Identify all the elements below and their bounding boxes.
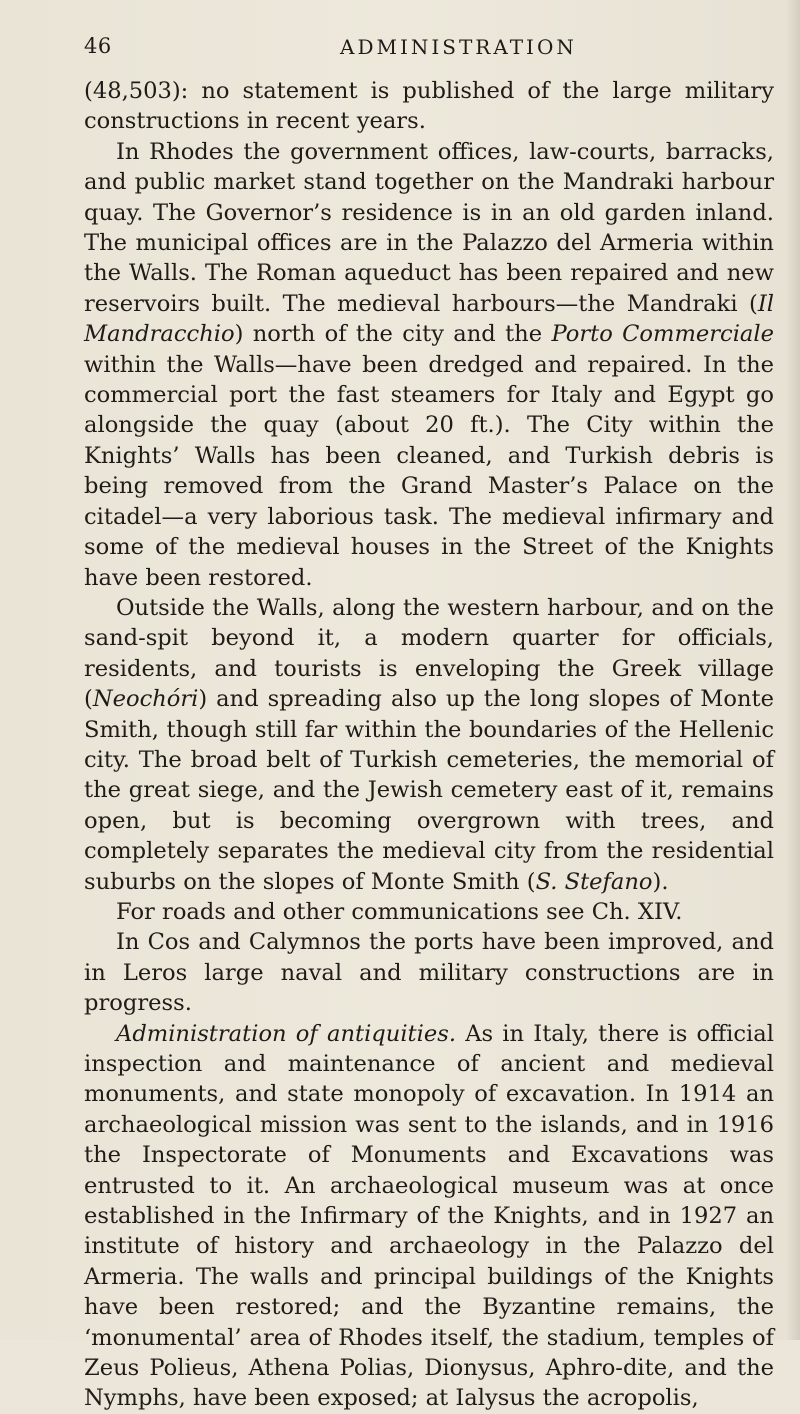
page-header bbox=[84, 34, 774, 64]
paragraph-text: In Cos and Calymnos the ports have been improved, and in Leros large naval and military constructions are in progress. bbox=[84, 929, 774, 1017]
italic-term: Porto Commerciale bbox=[551, 321, 774, 348]
paragraph-military-constructions bbox=[84, 76, 774, 137]
paragraph-text: In Rhodes the government offices, law-courts, barracks, and public market stand together on the Mandraki harbour quay. The Governor’s residence is in an old garden inland. The municipal offices are in the Palazzo del Armeria within the Walls. The Roman aqueduct has been repaired and new reservoirs built. The medieval harbours—the Mandraki ( bbox=[84, 138, 774, 317]
paragraph-antiquities bbox=[84, 1019, 774, 1414]
paragraph-outside-walls bbox=[84, 593, 774, 897]
running-head: ADMINISTRATION bbox=[340, 35, 577, 59]
paragraph-roads-reference bbox=[84, 897, 774, 927]
paragraph-text: As in Italy, there is official inspection and maintenance of ancient and medieval monuments, and state monopoly of excavation. In 1914 an archaeological mission was sent to the islands, and in 1916 the Inspectorate of Monuments and Excavations was entrusted to it. An archaeological museum was at once established in the Infirmary of the Knights, and in 1927 an institute of history and archaeology in the Palazzo del Armeria. The walls and principal buildings of the Knights have been restored; and the Byzantine remains, the ‘monumental’ area of Rhodes itself, the stadium, temples of Zeus Polieus, Athena Polias, Dionysus, Aphro-dite, and the Nymphs, have been exposed; at Ialysus the acropolis, bbox=[84, 1020, 774, 1412]
paragraph-text: ) north of the city and the bbox=[234, 321, 552, 348]
page-edge-shadow bbox=[786, 0, 800, 1340]
paragraph-text: ) and spreading also up the long slopes of Monte Smith, though still far within the boundaries of the Hellenic city. The broad belt of Turkish cemeteries, the memorial of the great siege, and the Jewish cemetery east of it, remains open, but is becoming overgrown with trees, and completely separates the medieval city from the residential suburbs on the slopes of Monte Smith ( bbox=[84, 686, 774, 895]
page-number: 46 bbox=[84, 34, 112, 58]
paragraph-rhodes-offices bbox=[84, 137, 774, 593]
paragraph-text: Outside the Walls, along the western harbour, and on the sand-spit beyond it, a modern quarter for officials, residents, and tourists is enveloping the Greek village ( bbox=[84, 594, 774, 713]
italic-term: Il Mandracchio bbox=[84, 290, 774, 348]
paragraph-text: ). bbox=[652, 868, 669, 895]
italic-term: Neochóri bbox=[92, 686, 199, 713]
section-heading-italic: Administration of antiquities. bbox=[116, 1020, 456, 1047]
paragraph-cos-calymnos bbox=[84, 927, 774, 1018]
paragraph-text: (48,503): no statement is published of the large military constructions in recent years. bbox=[84, 78, 774, 135]
italic-term: S. Stefano bbox=[535, 868, 653, 895]
paragraph-text: within the Walls—have been dredged and repaired. In the commercial port the fast steamers for Italy and Egypt go alongside the quay (about 20 ft.). The City within the Knights’ Walls has been cleaned, and Turkish debris is being removed from the Grand Master’s Palace on the citadel—a very laborious task. The medieval infirmary and some of the medieval houses in the Street of the Knights have been restored. bbox=[84, 351, 774, 591]
body-text bbox=[84, 76, 774, 1414]
paragraph-text: For roads and other communications see Ch. XIV. bbox=[116, 898, 683, 925]
